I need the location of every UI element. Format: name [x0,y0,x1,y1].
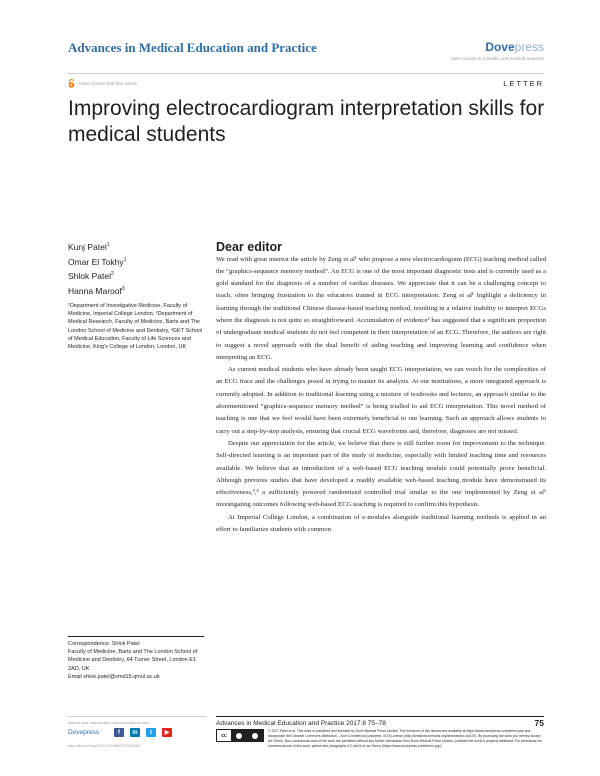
facebook-icon[interactable]: f [114,728,124,737]
author: Hanna Maroof$^3$ [68,285,125,296]
letter-body [216,254,546,537]
citation-line: Advances in Medical Education and Practice 2017:8 75–78 [216,720,386,727]
open-access-lock-icon [68,79,75,88]
correspondence-address: Faculty of Medicine, Barts and The London School of Medicine and Dentistry, 64 Turner Street, London E1 2AD, UK [68,649,198,672]
doi-link[interactable]: http://dx.doi.org/10.2147/AMEP.S125083 [68,743,141,748]
author-list [68,240,126,298]
publisher-logo[interactable] [485,40,544,54]
youtube-icon[interactable]: ▶ [162,728,172,737]
twitter-icon[interactable]: t [146,728,156,737]
submit-manuscript-link[interactable]: submit your manuscript | www.dovepress.com [68,720,150,725]
correspondence-label: Correspondence: Shlok Patel [68,641,140,647]
correspondence-email[interactable]: Email shlok.patel@smd15.qmul.ac.uk [68,673,160,680]
letter-salutation: Dear editor [216,240,282,254]
footer-divider-left [68,716,206,717]
footer-divider-right [216,716,544,717]
page-number: 75 [534,718,544,728]
license-text: © 2017 Patel et al. This work is published and licensed by Dove Medical Press Limited. The full terms of this license are available at https://www.dovepress.com/terms.php and incorporate the Creative Commons Attribution – Non Commercial (unported, v3.0) License (http://creativecommons.org/licenses/by-nc/3.0/). By accessing the work you hereby accept the Terms. Non-commercial uses of the work are permitted without any further permission from Dove Medical Press Limited, provided the work is properly attributed. For permission for commercial use of this work, please see paragraphs 4.2 and 5 of our Terms (https://www.dovepress.com/terms.php). [268,729,543,748]
article-title: Improving electrocardiogram interpretation skills for medical students [68,97,545,146]
creative-commons-badge-icon[interactable]: cc [216,729,264,742]
paragraph: Despite our appreciation for the article, we believe that there is still further room for improvement to the technique. Self-directed learning is an important part of the study of medicine, especially with limited teaching time and resources available. We believe that an introduction of a web-based ECG teaching module could potentially prove beneficial. Although previous studies that have developed a readily available web-based teaching module have demonstrated its effectiveness,³,⁴ a sufficiently powered randomized controlled trial similar to the one implemented by Zeng et al¹ investigating outcomes following web-based ECG teaching is required to confirm this hypothesis. [216,439,546,509]
affiliations: ¹Department of Investigative Medicine, Faculty of Medicine, Imperial College London, ²Department of Medical Research, Faculty of Medicine, Barts and The London School of Medicine and Dentistry, ³GKT School of Medical Education, Faculty of Life Sciences and Medicine, King's College of London, London, UK [68,303,203,351]
brand-light: press [514,40,544,54]
brand-strong: Dove [485,40,515,54]
footer-brand[interactable]: Dovepress [68,729,100,736]
publisher-tagline: open access to scientific and medical research [450,56,544,61]
social-links [114,728,172,737]
correspondence-divider [68,636,204,637]
paragraph: We read with great interest the article by Zeng et al¹ who propose a new electrocardiogram (ECG) teaching method called the “graphics-sequence memory method”. An ECG is one of the most important diagnostic tests and is currently used as a gold standard for the diagnosis of a number of cardiac diseases. We appreciate that it can be a challenging concept to teach, often bringing frustration to the educators trained in ECG interpretation. Zeng et al¹ highlight a deficiency in learning through the traditional Chinese disease-based teaching method, resulting in a relative inability to interpret ECGs where the diagnosis is not quite so straightforward. Accumulation of evidence² has suggested that a significant proportion of undergraduate medical students do not feel competent in their interpretation of an ECG. Therefore, the authors are right to suggest a novel approach with the dual benefit of aiding teaching and improving learning and confidence when interpreting an ECG. [216,255,546,361]
journal-title: Advances in Medical Education and Practice [68,40,317,55]
linkedin-icon[interactable]: in [130,728,140,737]
header-divider [68,73,544,74]
author: Omar El Tokhy$^1$ [68,256,127,267]
author: Shlok Patel$^2$ [68,271,114,281]
correspondence [68,640,208,681]
author: Kunj Patel$^1$ [68,242,110,252]
article-type: LETTER [503,79,544,88]
open-access-label: Open Access Full Text Article [79,81,137,86]
open-access-badge [68,79,137,88]
paragraph: As current medical students who have already been taught ECG interpretation, we can vouch for the complexities of an ECG trace and the challenges posed in trying to master its analysis. At our institutions, a more integrated approach is currently adopted. In addition to traditional learning using a mixture of textbooks and lectures, an approach similar to the aforementioned “graphics-sequence memory method” is being trialled to aid ECG interpretation. This novel method of teaching is one that we feel would have been extremely beneficial to our learning. Such an approach allows students to carry out a step-by-step analysis, ensuring that crucial ECG waveforms and, therefore, diagnoses are not missed. [216,366,546,435]
paragraph: At Imperial College London, a combination of e-modules alongside traditional learning methods is applied in an effort to familiarize students with common [216,513,546,534]
